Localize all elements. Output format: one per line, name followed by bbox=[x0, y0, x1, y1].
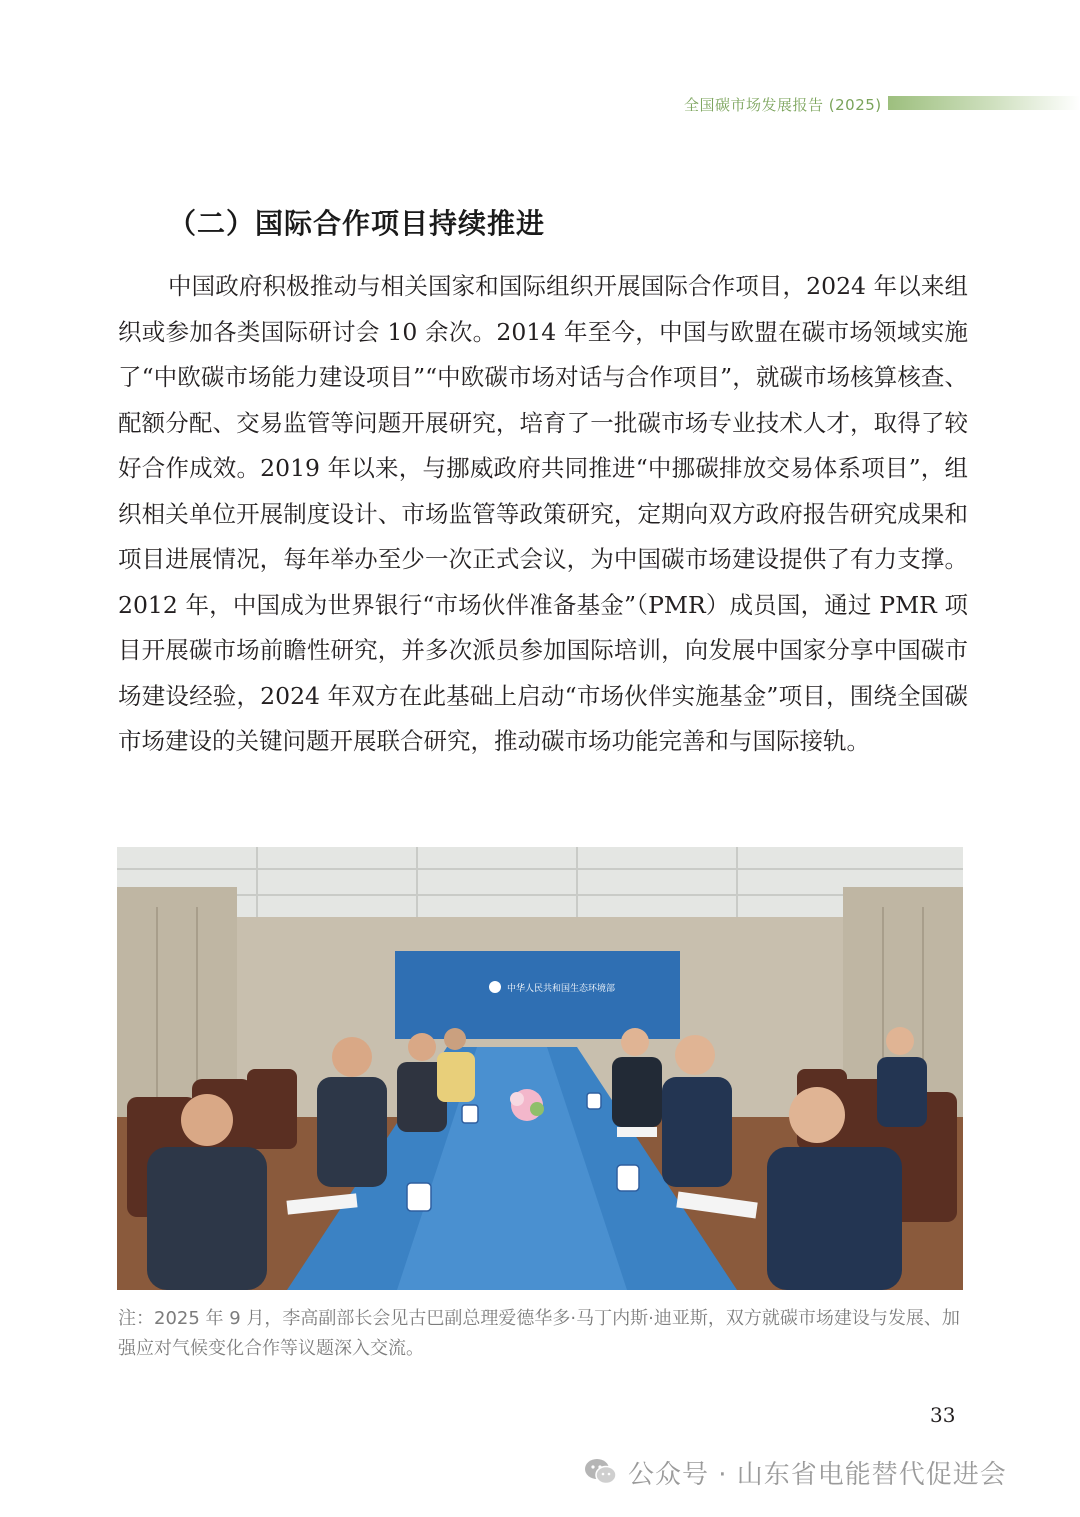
wechat-icon bbox=[584, 1457, 618, 1487]
body-paragraph: 中国政府积极推动与相关国家和国际组织开展国际合作项目，2024 年以来组织或参加各类国际研讨会 10 余次。2014 年至今，中国与欧盟在碳市场领域实施了“中欧碳市场能力建设项目”“中欧碳市场对话与合作项目”，就碳市场核算核查、配额分配、交易监管等问题开展研究，培育了一批碳市场专业技术人才，取得了较好合作成效。2019 年以来，与挪威政府共同推进“中挪碳排放交易体系项目”，组织相关单位开展制度设计、市场监管等政策研究，定期向双方政府报告研究成果和项目进展情况，每年举办至少一次正式会议，为中国碳市场建设提供了有力支撑。2012 年，中国成为世界银行“市场伙伴准备基金”（PMR）成员国，通过 PMR 项目开展碳市场前瞻性研究，并多次派员参加国际培训，向发展中国家分享中国碳市场建设经验，2024 年双方在此基础上启动“市场伙伴实施基金”项目，围绕全国碳市场建设的关键问题开展联合研究，推动碳市场功能完善和与国际接轨。 bbox=[118, 272, 968, 755]
meeting-photo bbox=[117, 847, 963, 1290]
ministry-emblem-icon bbox=[489, 981, 501, 993]
header-accent-bar bbox=[888, 96, 1080, 110]
section-title: （二）国际合作项目持续推进 bbox=[168, 207, 546, 240]
ministry-backdrop bbox=[395, 951, 680, 1039]
watermark-text: 公众号 · 山东省电能替代促进会 bbox=[628, 1459, 1007, 1490]
backdrop-caption: 中华人民共和国生态环境部 bbox=[507, 984, 616, 994]
report-header-title: 全国碳市场发展报告 (2025) bbox=[684, 96, 882, 114]
page-number: 33 bbox=[930, 1403, 956, 1427]
photo-caption: 注：2025 年 9 月，李高副部长会见古巴副总理爱德华多·马丁内斯·迪亚斯，双方就碳市场建设与发展、加强应对气候变化合作等议题深入交流。 bbox=[118, 1308, 960, 1359]
wechat-watermark bbox=[584, 1452, 1007, 1492]
